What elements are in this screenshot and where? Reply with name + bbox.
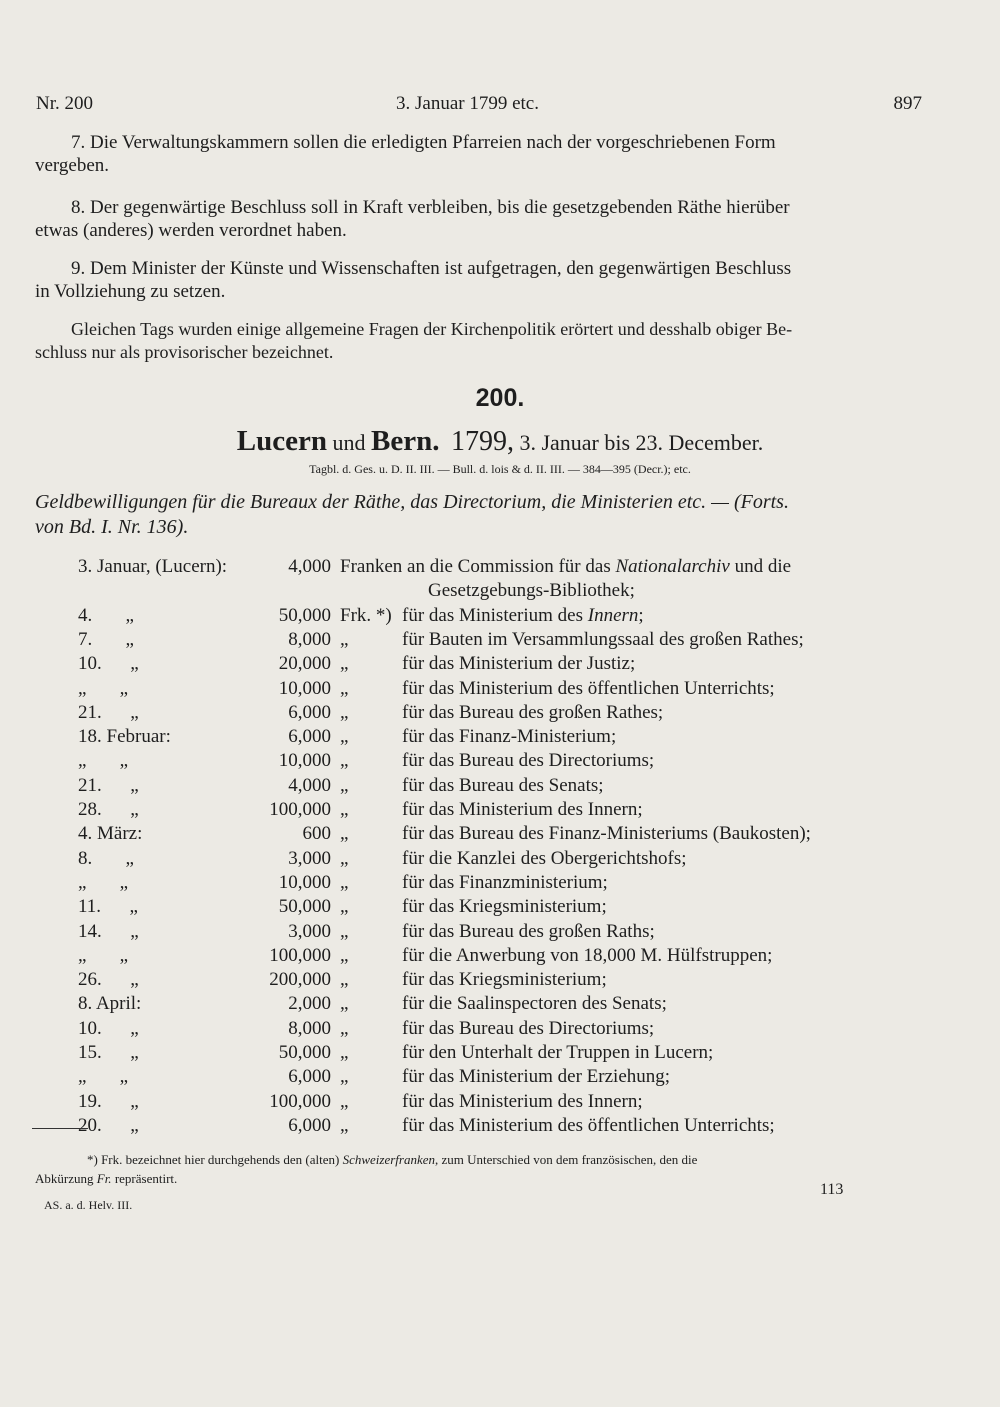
ledger-amount: 10,000 bbox=[278, 750, 331, 772]
ledger-row bbox=[0, 1042, 1000, 1066]
ledger-unit: „ bbox=[340, 847, 349, 869]
ledger-amount: 6,000 bbox=[288, 1114, 331, 1136]
ledger-row bbox=[0, 1066, 1000, 1090]
ledger-row bbox=[0, 556, 1000, 580]
ledger-unit: Frk. *) bbox=[340, 604, 392, 626]
ledger-unit: „ bbox=[340, 920, 349, 942]
ledger-row bbox=[0, 872, 1000, 896]
ledger-date: 4. „ bbox=[78, 604, 134, 626]
ledger-row bbox=[0, 799, 1000, 823]
ledger-description: für das Bureau des Finanz-Ministeriums (Baukosten); bbox=[402, 823, 811, 845]
ledger-date: 8. „ bbox=[78, 847, 134, 869]
ledger-unit: „ bbox=[340, 1066, 349, 1088]
ledger-row bbox=[0, 823, 1000, 847]
ledger-date: 21. „ bbox=[78, 701, 139, 723]
ledger-row bbox=[0, 969, 1000, 993]
ledger-description: für das Ministerium der Erziehung; bbox=[402, 1066, 671, 1088]
ledger-unit: „ bbox=[340, 628, 349, 650]
ledger-amount: 3,000 bbox=[288, 847, 331, 869]
ledger-unit: „ bbox=[340, 871, 349, 893]
section-title bbox=[0, 425, 1000, 458]
ledger-description: für das Kriegsministerium; bbox=[402, 969, 607, 991]
ledger-row bbox=[0, 750, 1000, 774]
ledger-date: 10. „ bbox=[78, 1017, 139, 1039]
paragraph-8 bbox=[35, 196, 923, 242]
ledger-amount: 50,000 bbox=[278, 604, 331, 626]
place-bern: Bern. bbox=[370, 425, 440, 457]
footnote bbox=[35, 1150, 923, 1188]
ledger-date: 11. „ bbox=[78, 896, 138, 918]
subject-line: Geldbewilligungen für die Bureaux der Räthe, das Directorium, die Ministerien etc. — (Forts. bbox=[35, 491, 789, 513]
ledger-description-continued: Gesetzgebungs-Bibliothek; bbox=[428, 580, 635, 602]
ledger-date: 19. „ bbox=[78, 1090, 139, 1112]
ledger-amount: 50,000 bbox=[278, 1042, 331, 1063]
ledger-date: 15. „ bbox=[78, 1042, 139, 1063]
editorial-note bbox=[35, 318, 923, 364]
ledger-amount: 6,000 bbox=[288, 1066, 331, 1088]
ledger-unit: „ bbox=[340, 993, 349, 1015]
ledger-amount: 3,000 bbox=[288, 920, 331, 942]
ledger-amount: 10,000 bbox=[278, 677, 331, 699]
ledger-unit: „ bbox=[340, 750, 349, 772]
ledger-date: „ „ bbox=[78, 677, 129, 699]
ledger-amount: 6,000 bbox=[288, 726, 331, 748]
ledger-row bbox=[0, 653, 1000, 677]
ledger-unit: „ bbox=[340, 701, 349, 723]
footnote-rule bbox=[32, 1128, 88, 1129]
ledger-row bbox=[0, 702, 1000, 726]
ledger-description: für die Saalinspectoren des Senats; bbox=[402, 993, 667, 1015]
ledger-row bbox=[0, 993, 1000, 1017]
ledger-description: für das Ministerium des öffentlichen Unterrichts; bbox=[402, 677, 775, 699]
paragraph-line: 7. Die Verwaltungskammern sollen die erledigten Pfarreien nach der vorgeschriebenen Form bbox=[71, 132, 776, 153]
ledger-description: für das Finanz-Ministerium; bbox=[402, 726, 617, 748]
paragraph-line: 8. Der gegenwärtige Beschluss soll in Kraft verbleiben, bis die gesetzgebenden Räthe hierüber bbox=[71, 197, 790, 218]
ledger-unit: „ bbox=[340, 1042, 349, 1063]
ledger-date: 14. „ bbox=[78, 920, 139, 942]
ledger-description: für das Bureau des großen Rathes; bbox=[402, 701, 664, 723]
title-conjunction: und bbox=[332, 430, 366, 455]
ledger-unit: „ bbox=[340, 896, 349, 918]
ledger-date: 8. April: bbox=[78, 993, 142, 1015]
header-page-number: 897 bbox=[893, 93, 922, 114]
ledger-date: „ „ bbox=[78, 944, 129, 966]
note-line: schluss nur als provisorischer bezeichnet. bbox=[35, 342, 334, 362]
ledger-description: für das Bureau des Directoriums; bbox=[402, 1017, 655, 1039]
ledger-amount: 200,000 bbox=[269, 969, 331, 991]
ledger-description: für das Ministerium des Innern; bbox=[402, 799, 643, 820]
ledger-row bbox=[0, 629, 1000, 653]
ledger-amount: 10,000 bbox=[278, 871, 331, 893]
ledger-amount: 100,000 bbox=[269, 799, 331, 820]
ledger-unit: „ bbox=[340, 1114, 349, 1136]
ledger-amount: 6,000 bbox=[288, 701, 331, 723]
ledger-description: für das Bureau des Senats; bbox=[402, 774, 604, 796]
ledger-row-continuation bbox=[0, 580, 1000, 604]
title-year: 1799, bbox=[450, 426, 514, 457]
ledger-date: „ „ bbox=[78, 750, 129, 772]
ledger-date: 28. „ bbox=[78, 799, 139, 820]
paragraph-9 bbox=[35, 257, 923, 303]
ledger-amount: 4,000 bbox=[288, 774, 331, 796]
ledger-date: 20. „ bbox=[78, 1114, 139, 1136]
ledger-date: 7. „ bbox=[78, 628, 134, 650]
ledger-date: 4. März: bbox=[78, 823, 143, 845]
header-number: Nr. 200 bbox=[36, 93, 93, 114]
ledger-description: für das Bureau des Directoriums; bbox=[402, 750, 655, 772]
ledger-description: für das Ministerium des Innern; bbox=[402, 1090, 643, 1112]
ledger-date: 10. „ bbox=[78, 653, 139, 675]
footnote-line: *) Frk. bezeichnet hier durchgehends den (alten) Schweizerfranken, zum Unterschied von dem französischen, den die bbox=[87, 1152, 698, 1167]
ledger-row bbox=[0, 945, 1000, 969]
running-header bbox=[36, 93, 922, 119]
ledger-row bbox=[0, 921, 1000, 945]
ledger-date: 18. Februar: bbox=[78, 726, 171, 748]
ledger-row bbox=[0, 848, 1000, 872]
ledger-unit: „ bbox=[340, 653, 349, 675]
signature-number: 113 bbox=[820, 1181, 844, 1198]
ledger-date: 21. „ bbox=[78, 774, 139, 796]
section-subject bbox=[35, 490, 925, 540]
ledger-description: für die Anwerbung von 18,000 M. Hülfstruppen; bbox=[402, 944, 773, 966]
ledger-amount: 8,000 bbox=[288, 628, 331, 650]
ledger-unit: „ bbox=[340, 1017, 349, 1039]
ledger-description: für das Finanzministerium; bbox=[402, 871, 608, 893]
ledger-date: 3. Januar, (Lucern): bbox=[78, 556, 228, 577]
ledger-description: für die Kanzlei des Obergerichtshofs; bbox=[402, 847, 687, 869]
ledger-amount: 50,000 bbox=[278, 896, 331, 918]
ledger-unit: „ bbox=[340, 677, 349, 699]
ledger-date: „ „ bbox=[78, 1066, 129, 1088]
title-date-range: 3. Januar bis 23. December. bbox=[519, 430, 764, 455]
ledger-row bbox=[0, 1091, 1000, 1115]
ledger-date: 26. „ bbox=[78, 969, 139, 991]
paragraph-line: in Vollziehung zu setzen. bbox=[35, 281, 226, 302]
ledger-row bbox=[0, 1018, 1000, 1042]
ledger-unit: „ bbox=[340, 969, 349, 991]
paragraph-line: 9. Dem Minister der Künste und Wissenschaften ist aufgetragen, den gegenwärtigen Beschluss bbox=[71, 258, 792, 279]
ledger-row bbox=[0, 726, 1000, 750]
ledger-unit: „ bbox=[340, 1090, 349, 1112]
ledger-amount: 100,000 bbox=[269, 1090, 331, 1112]
ledger-amount: 100,000 bbox=[269, 944, 331, 966]
ledger-amount: 2,000 bbox=[288, 993, 331, 1015]
ledger-row bbox=[0, 775, 1000, 799]
ledger-unit: „ bbox=[340, 799, 349, 820]
ledger-unit: „ bbox=[340, 726, 349, 748]
ledger-description: für das Ministerium des öffentlichen Unterrichts; bbox=[402, 1114, 775, 1136]
ledger-description: für das Ministerium des Innern; bbox=[402, 604, 644, 626]
ledger-row bbox=[0, 896, 1000, 920]
ledger-description: für das Bureau des großen Raths; bbox=[402, 920, 655, 942]
subject-line: von Bd. I. Nr. 136). bbox=[35, 516, 189, 538]
section-number: 200. bbox=[475, 384, 525, 412]
note-line: Gleichen Tags wurden einige allgemeine Fragen der Kirchenpolitik erörtert und desshalb obiger Be- bbox=[71, 319, 793, 339]
ledger-unit: „ bbox=[340, 774, 349, 796]
paragraph-7 bbox=[35, 131, 923, 177]
ledger-amount: 600 bbox=[302, 823, 331, 845]
ledger-row bbox=[0, 1115, 1000, 1139]
ledger-row bbox=[0, 678, 1000, 702]
source-references: Tagbl. d. Ges. u. D. II. III. — Bull. d. lois & d. II. III. — 384—395 (Decr.); etc. bbox=[309, 462, 691, 476]
ledger-description: Franken an die Commission für das Nationalarchiv und die bbox=[340, 556, 792, 577]
header-date: 3. Januar 1799 etc. bbox=[396, 93, 539, 114]
ledger-unit: „ bbox=[340, 823, 349, 845]
signature-mark: AS. a. d. Helv. III. bbox=[44, 1198, 133, 1212]
paragraph-line: etwas (anderes) werden verordnet haben. bbox=[35, 220, 347, 241]
ledger-unit: „ bbox=[340, 944, 349, 966]
ledger-date: „ „ bbox=[78, 871, 129, 893]
paragraph-line: vergeben. bbox=[35, 155, 110, 176]
ledger-amount: 4,000 bbox=[288, 556, 331, 577]
ledger-amount: 8,000 bbox=[288, 1017, 331, 1039]
ledger-row bbox=[0, 605, 1000, 629]
ledger-description: für das Ministerium der Justiz; bbox=[402, 653, 636, 675]
place-lucern: Lucern bbox=[236, 425, 327, 457]
ledger-description: für das Kriegsministerium; bbox=[402, 896, 607, 918]
ledger-amount: 20,000 bbox=[278, 653, 331, 675]
ledger-description: für den Unterhalt der Truppen in Lucern; bbox=[402, 1042, 714, 1063]
ledger-description: für Bauten im Versammlungssaal des großen Rathes; bbox=[402, 628, 804, 650]
footnote-line: Abkürzung Fr. repräsentirt. bbox=[35, 1171, 178, 1186]
